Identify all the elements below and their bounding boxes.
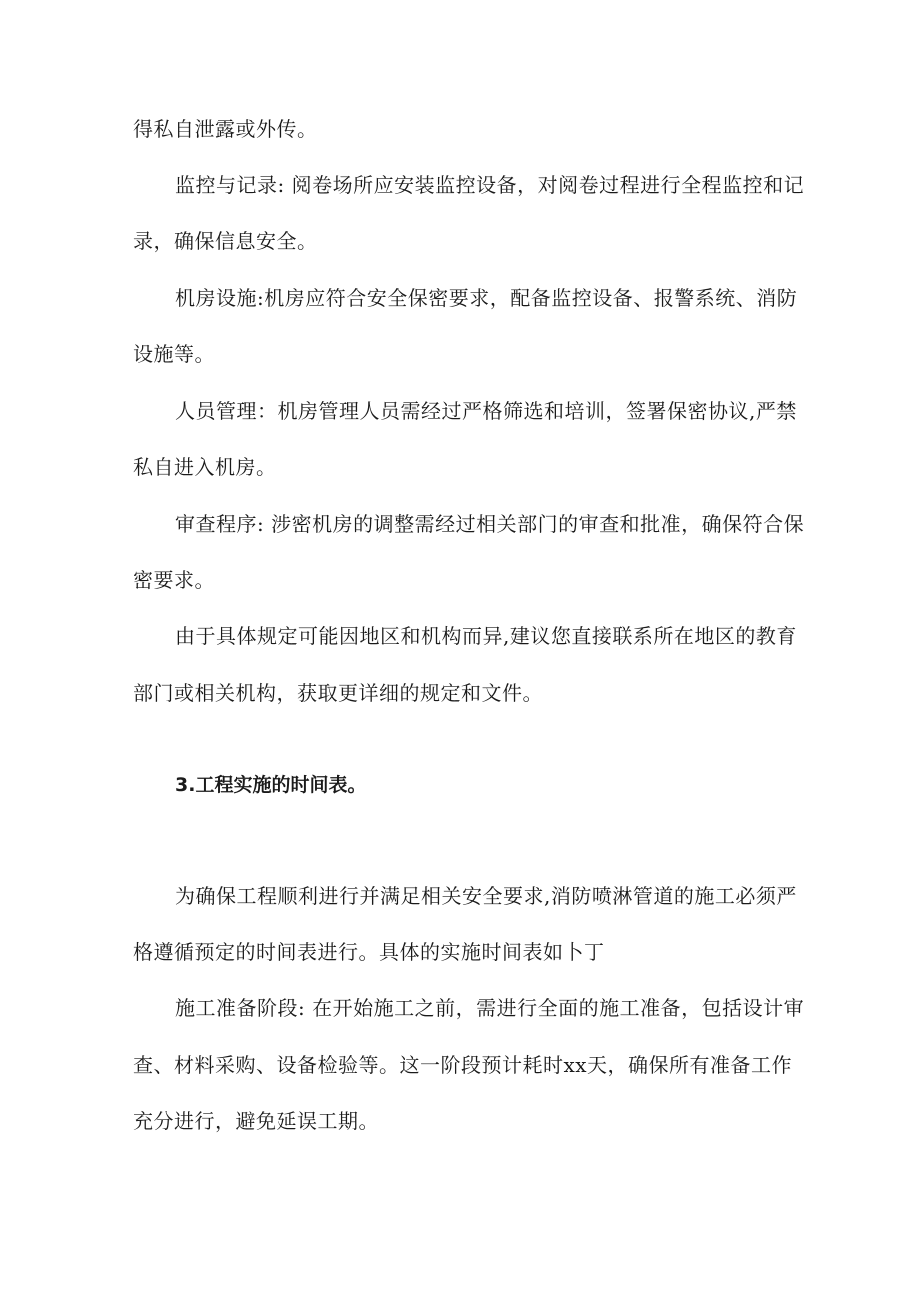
paragraph-line: 充分进行，避免延误工期。 <box>133 1109 379 1133</box>
paragraph-line: 为确保工程顺利进行并满足相关安全要求,消防喷淋管道的施工必须严 <box>175 884 797 908</box>
paragraph-line: 设施等。 <box>133 342 215 366</box>
section-heading: 3.工程实施的时间表。 <box>175 774 367 796</box>
paragraph-line: 部门或相关机构，获取更详细的规定和文件。 <box>133 681 543 705</box>
paragraph-line: 人员管理：机房管理人员需经过严格筛选和培训，签署保密协议,严禁 <box>175 399 797 423</box>
paragraph-line: 监控与记录: 阅卷场所应安装监控设备，对阅卷过程进行全程监控和记 <box>175 173 805 197</box>
paragraph-line: 得私自泄露或外传。 <box>133 117 318 141</box>
paragraph-line: 私自进入机房。 <box>133 455 277 479</box>
paragraph-line: 查、材料采购、设备检验等。这一阶段预计耗时xx天，确保所有准备工作 <box>133 1053 793 1077</box>
paragraph-line: 密要求。 <box>133 568 215 592</box>
paragraph-line: 机房设施:机房应符合安全保密要求，配备监控设备、报警系统、消防 <box>175 286 798 310</box>
paragraph-line: 由于具体规定可能因地区和机构而异,建议您直接联系所在地区的教育 <box>175 624 797 648</box>
paragraph-line: 格遵循预定的时间表进行。具体的实施时间表如卜丁 <box>133 940 605 964</box>
paragraph-line: 录，确保信息安全。 <box>133 229 318 253</box>
paragraph-line: 审查程序: 涉密机房的调整需经过相关部门的审查和批准，确保符合保 <box>175 512 805 536</box>
paragraph-line: 施工准备阶段: 在开始施工之前，需进行全面的施工准备，包括设计审 <box>175 996 805 1020</box>
